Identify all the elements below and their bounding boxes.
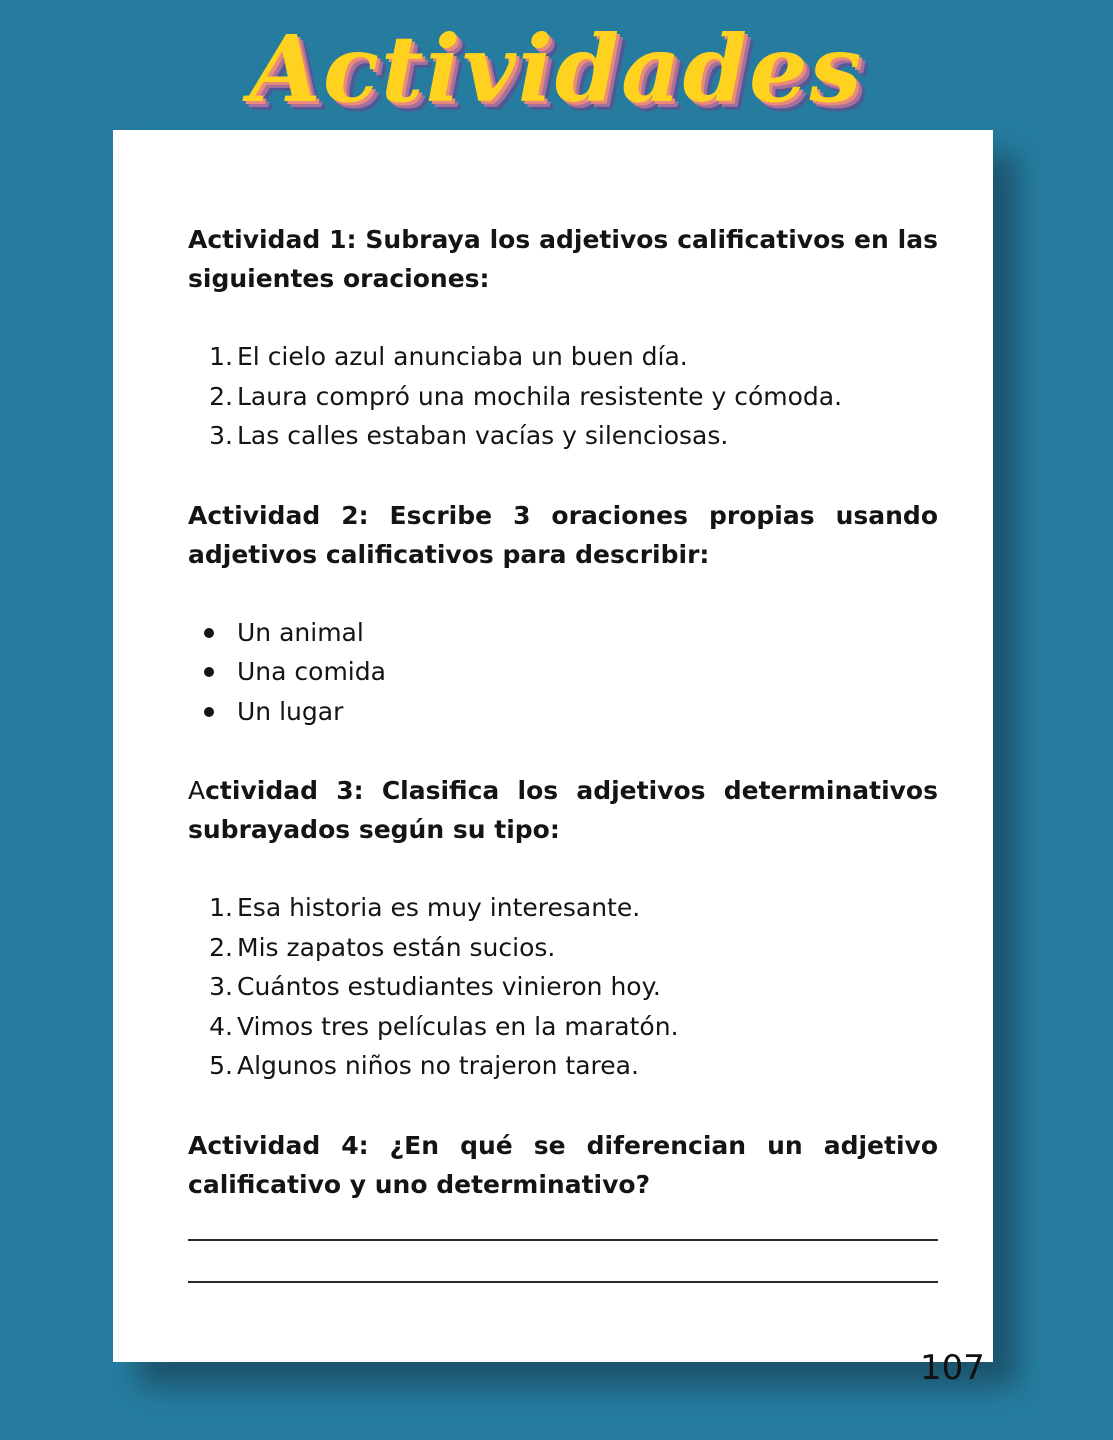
answer-line[interactable] [188, 1281, 938, 1283]
list-item [188, 416, 938, 456]
activity-1-list [188, 337, 938, 456]
worksheet-page [113, 130, 993, 1362]
activity-3-heading [188, 771, 938, 849]
list-item [188, 377, 938, 417]
bullet-icon [204, 667, 214, 677]
activity-2-heading: Actividad 2: Escribe 3 oraciones propias usando adjetivos calificativos para describir: [188, 500, 938, 569]
bullet-icon [204, 707, 214, 717]
list-item-text: Un animal [237, 617, 364, 647]
list-item [188, 1007, 938, 1047]
answer-line[interactable] [188, 1239, 938, 1241]
list-item [188, 652, 938, 692]
activity-3-list [188, 888, 938, 1086]
list-item-text: Algunos niños no trajeron tarea. [237, 1051, 639, 1080]
list-marker: 1. [209, 893, 233, 922]
list-item-text: Una comida [237, 657, 386, 686]
list-marker: 2. [209, 932, 233, 962]
activity-4-heading: Actividad 4: ¿En qué se diferencian un adjetivo calificativo y uno determinativo? [188, 1130, 938, 1199]
list-item [188, 928, 938, 968]
bullet-icon [204, 628, 214, 638]
list-item-text: Mis zapatos están sucios. [237, 932, 556, 962]
list-item [188, 337, 938, 377]
activity-1-heading: Actividad 1: Subraya los adjetivos calificativos en las siguientes oraciones: [188, 225, 938, 293]
list-item-text: Un lugar [237, 696, 344, 726]
page-title: Actividades [249, 15, 864, 123]
activity-3-heading-rest: ctividad 3: Clasifica los adjetivos determinativos subrayados según su tipo: [188, 776, 938, 844]
list-item-text: Laura compró una mochila resistente y cómoda. [237, 381, 843, 411]
list-item [188, 1046, 938, 1086]
list-marker: 3. [209, 421, 233, 450]
list-marker: 5. [209, 1051, 233, 1080]
list-marker: 1. [209, 342, 233, 371]
activity-3-heading-initial: A [188, 776, 206, 805]
page-number: 107 [920, 1348, 985, 1388]
list-marker: 3. [209, 972, 233, 1001]
activity-2-list [188, 613, 938, 732]
list-marker: 4. [209, 1011, 233, 1041]
list-item-text: Vimos tres películas en la maratón. [237, 1011, 679, 1041]
worksheet-content [188, 220, 938, 1283]
list-item [188, 967, 938, 1007]
list-item-text: Las calles estaban vacías y silenciosas. [237, 421, 729, 450]
list-item [188, 613, 938, 653]
list-marker: 2. [209, 381, 233, 411]
list-item [188, 692, 938, 732]
list-item-text: Cuántos estudiantes vinieron hoy. [237, 972, 661, 1001]
list-item-text: Esa historia es muy interesante. [237, 893, 641, 922]
list-item [188, 888, 938, 928]
list-item-text: El cielo azul anunciaba un buen día. [237, 342, 688, 371]
